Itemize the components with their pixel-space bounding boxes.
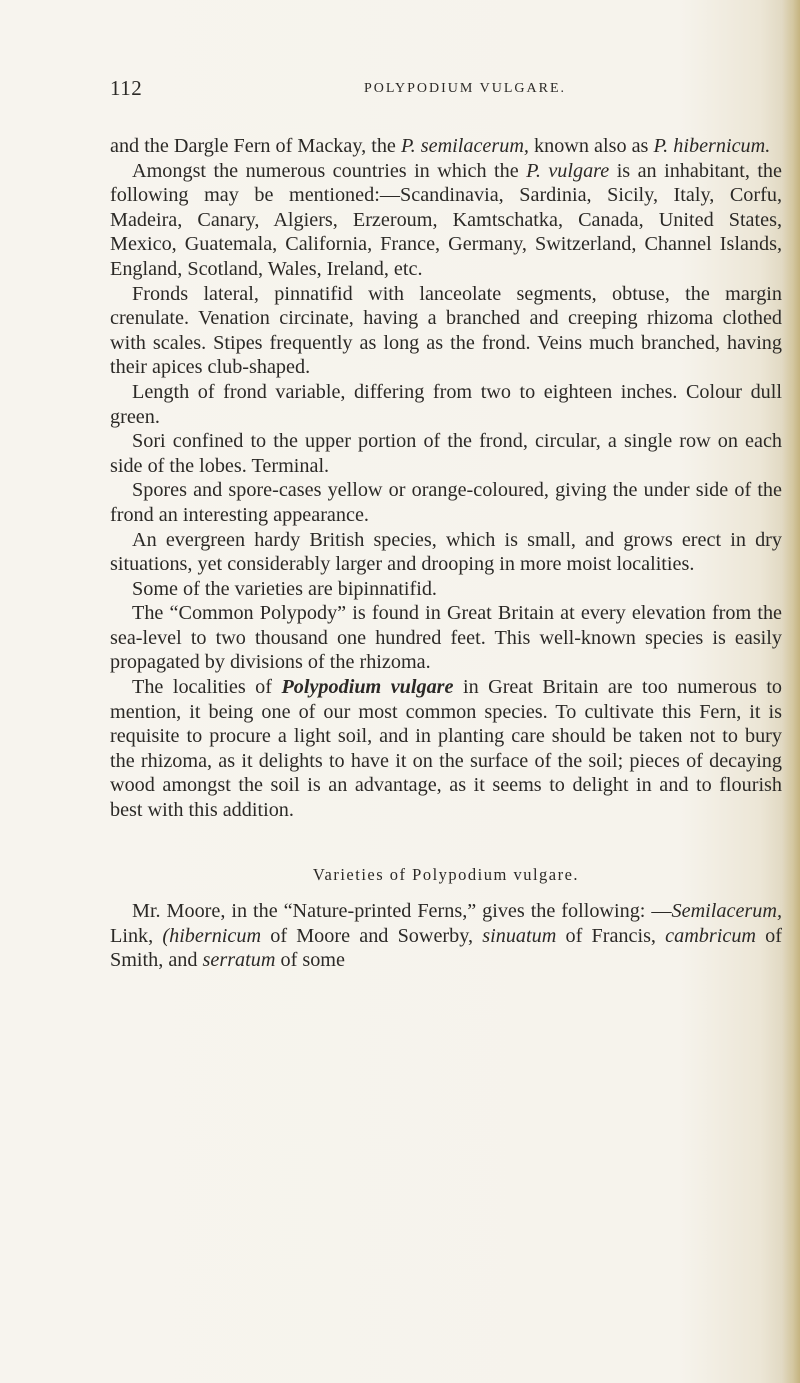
paragraph-continuation [110,134,782,159]
text-run: of Moore and Sowerby, [261,924,483,947]
paragraph-spores: Spores and spore-cases yellow or orange-coloured, giving the under side of the frond an interesting appearance. [110,479,782,526]
species-name: P. semilacerum, [400,135,529,157]
text-run: in Great Britain are too numerous to mention, it being one of our most common species. To cultivate this Fern, it is requisite to procure a light soil, and in planting care should be taken not to bury the rhizoma, as it delights to have it on the surface of the soil; pieces of decaying wood amongst the soil is an advantage, as it seems to delight in and to flourish best with this addition. [110,676,783,822]
running-head: POLYPODIUM VULGARE. [363,81,566,96]
species-name: Polypodium vulgare [281,676,454,699]
text-run: of some [275,949,345,972]
text-run: Mr. Moore, in the “Nature-printed Ferns,” gives the following: — [132,900,672,923]
variety-name: cambricum [665,924,756,947]
paragraph-sori: Sori confined to the upper portion of the frond, circular, a single row on each side of the lobes. Terminal. [110,430,782,477]
variety-name: sinuatum [482,924,557,947]
page-edge-shading [782,0,800,1383]
paragraph-evergreen: An evergreen hardy British species, which is small, and grows erect in dry situations, yet considerably larger and drooping in more moist localities. [110,528,782,576]
page-number: 112 [110,76,143,100]
species-name: P. vulgare [526,159,610,182]
paragraph-varieties-note: Some of the varieties are bipinnatifid. [132,577,437,600]
paragraph-localities [110,675,782,823]
text-run: known also as [528,135,654,157]
section-heading: Varieties of Polypodium vulgare. [312,864,580,884]
page-header [110,76,780,106]
paragraph-length: Length of frond variable, differing from two to eighteen inches. Colour dull green. [110,380,782,428]
variety-name: (hibernicum [162,924,262,947]
species-name: P. hibernicum. [653,135,771,157]
text-run: and the Dargle Fern of Mackay, the [110,135,401,157]
page-body [110,134,782,973]
text-run: Link, [110,924,163,947]
text-run: Amongst the numerous countries in which the [132,159,527,182]
text-run: is an inhabitant, the following may be mentioned:—Scandinavia, Sardinia, Sicily, Italy, Corfu, Madeira, Canary, Algiers, Erzeroum, Kamtschatka, Canada, United States, Mexico, Guatemala, California, France, Germany, Switzerland, Channel Islands, England, Scotland, Wales, Ireland, etc. [110,159,782,280]
paragraph-countries [110,159,782,282]
variety-name: Semilacerum, [671,900,782,923]
paragraph-fronds: Fronds lateral, pinnatifid with lanceolate segments, obtuse, the margin crenulate. Venation circinate, having a branched and creeping rhizoma clothed with scales. Stipes frequently as long as the frond. Veins much branched, having their apices club-shaped. [110,282,782,379]
variety-name: serratum [202,949,276,972]
paragraph-moore [110,899,782,973]
text-run: of Francis, [556,924,666,947]
paragraph-common-polypody: The “Common Polypody” is found in Great Britain at every elevation from the sea-level to two thousand one hundred feet. This well-known species is easily propagated by divisions of the rhizoma. [110,602,782,674]
text-run: of Smith, and [110,924,783,972]
text-run: The localities of [132,676,282,699]
